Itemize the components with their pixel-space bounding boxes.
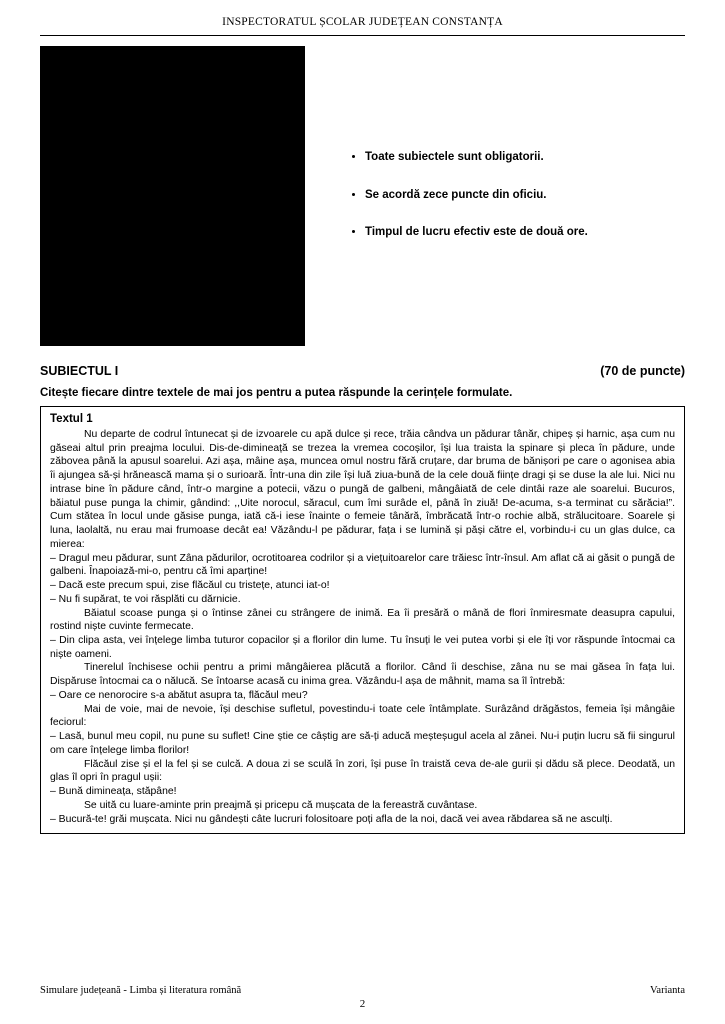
reading-paragraph: – Bună dimineața, stăpâne! [50, 786, 177, 798]
reading-text-box [40, 406, 685, 834]
list-item: • Timpul de lucru efectiv este de două ore. [365, 225, 685, 241]
header-institution: INSPECTORATUL ȘCOLAR JUDEȚEAN CONSTANȚA [222, 16, 503, 28]
reading-paragraph: Flăcăul zise și el la fel și se culcă. A doua zi se sculă în zori, își puse în traistă ceva de-ale gurii și dădu să plece. Deodată, un glas îl opri în pragul ușii: [50, 758, 675, 784]
reading-paragraph: – Dragul meu pădurar, sunt Zâna pădurilor, ocrotitoarea codrilor și a viețuitoarelor care trăiesc într-însul. Am aflat că ai găsit o pungă de galbeni. Înapoiază-mi-o, pentru că îmi aparține! [50, 552, 675, 578]
header-divider [40, 35, 685, 36]
logo-placeholder-image [40, 46, 305, 346]
subject-points: (70 de puncte) [600, 364, 685, 378]
footer-right-text: Varianta [650, 985, 685, 996]
exam-notes [305, 46, 685, 263]
top-block [40, 46, 685, 356]
subject-instruction: Citește fiecare dintre textele de mai jos pentru a putea răspunde la cerințele formulate. [40, 387, 513, 399]
reading-paragraph: – Bucură-te! grăi mușcata. Nici nu gândești câte lucruri folositoare poți afla de la noi, dacă vei avea răbdarea să ne asculți. [50, 813, 613, 825]
subject-title: SUBIECTUL I [40, 364, 119, 378]
reading-paragraph: – Nu fi supărat, te voi răsplăti cu dărnicie. [50, 593, 241, 605]
page-number: 2 [359, 998, 366, 1010]
page-footer [40, 985, 685, 1010]
reading-paragraph: – Dacă este precum spui, zise flăcăul cu tristețe, atunci iat-o! [50, 580, 330, 592]
list-item: • Toate subiectele sunt obligatorii. [365, 150, 685, 166]
reading-paragraph: Tinerelul închisese ochii pentru a primi mângâierea plăcută a florilor. Când îi deschise, zâna nu se mai găsea în fața lui. Dispăruse întocmai ca o nălucă. Se întoarse acasă cu inima grea. Văzându-l așa de mâhnit, mama sa îl întrebă: [50, 662, 675, 688]
reading-paragraph: Nu departe de codrul întunecat și de izvoarele cu apă dulce și rece, trăia cândva un pădurar tânăr, chipeș și harnic, așa cum nu găseai altul prin preajma locului. Dis-de-dimineață se trezea la vremea cocoșilor, își lua traista la spinare și pleca în pădure, unde zăbovea până la apusul soarelui. Azi așa, mâine așa, muncea omul nostru fără cruțare, dar bruma de bănișori pe care o agonisea abia îi ajungea să-și hrănească mama și o surioară. Într-una din zile își luă ziua-bună de la cele două ființe dragi și se duse la ale lui. Nici nu intrase bine în pădure când, într-o margine a potecii, văzu o pungă de galbeni, mângâiată de cele dintâi raze ale soarelui. Bucuros, băiatul puse punga la chimir, gândind: ,,Uite norocul, săracul, cum îmi surâde el, până în ziuă! De-acuma, s-a terminat cu sărăcia!”. Cum stătea în locul unde găsise punga, iată că-i iese înainte o femeie tânără, îmbrăcată într-o rochie albă, strălucitoare. Soarele și luna, laolaltă, nu erau mai frumoase decât ea! Văzându-l pe pădurar, fața i se lumină și păși către el, vorbindu-i cu un glas dulce, ca mierea: [50, 429, 675, 550]
footer-left-text: Simulare județeană - Limba și literatura română [40, 985, 242, 996]
reading-paragraph: Mai de voie, mai de nevoie, își deschise sufletul, povestindu-i toate cele întâmplate. Surâzând drăgăstos, femeia își mângâie feciorul: [50, 703, 675, 729]
reading-paragraph: Băiatul scoase punga și o întinse zânei cu strângere de inimă. Ea îi presără o mână de flori înmiresmate deasupra capului, rostind niște cuvinte fermecate. [50, 607, 675, 633]
reading-paragraph: – Oare ce nenorocire s-a abătut asupra ta, flăcăul meu? [50, 689, 308, 701]
reading-text-label: Textul 1 [50, 413, 93, 425]
subject-header [40, 364, 685, 378]
list-item: • Se acordă zece puncte din oficiu. [365, 188, 685, 204]
reading-paragraph: – Din clipa asta, vei înțelege limba tuturor copacilor și a florilor din lume. Tu însuți le vei putea vorbi și ele îți vor răspunde întocmai ca niște oameni. [50, 635, 675, 660]
reading-paragraph: Se uită cu luare-aminte prin preajmă și pricepu că mușcata de la fereastră cuvântase. [84, 799, 478, 811]
exam-notes-list [347, 150, 685, 241]
reading-paragraph: – Lasă, bunul meu copil, nu pune su suflet! Cine știe ce câștig are să-ți aducă meșteșugul acela al zânei. Nu-i puțin lucru să fii singurul om care înțelege limba florilor! [50, 731, 675, 756]
